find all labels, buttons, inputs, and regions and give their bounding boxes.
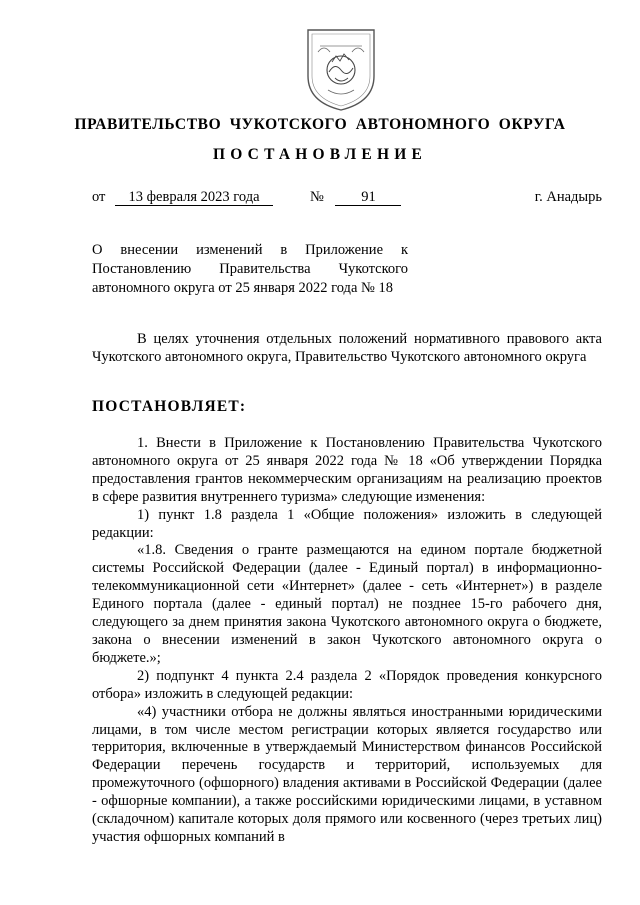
number-field [310, 189, 401, 206]
body-paragraph: 1. Внести в Приложение к Постановлению Правительства Чукотского автономного округа от 25 января 2022 года № 18 «Об утверждении Порядка предоставления грантов некоммерческим организациям на реализацию проектов в сфере развития внутреннего туризма» следующие изменения: [92, 435, 602, 505]
subject-line: автономного округа от 25 января 2022 года № 18 [92, 280, 393, 297]
organization-title: ПРАВИТЕЛЬСТВО ЧУКОТСКОГО АВТОНОМНОГО ОКРУГА [74, 116, 566, 133]
body-paragraph: 2) подпункт 4 пункта 2.4 раздела 2 «Порядок проведения конкурсного отбора» изложить в следующей редакции: [92, 667, 602, 702]
body-paragraph: «4) участники отбора не должны являться иностранными юридическими лицами, в том числе местом регистрации которых является государство или территория, включенные в утверждаемый Министерством финансов Российской Федерации перечень государств и территорий, используемых для промежуточного (офшорного) владения активами в Российской Федерации (далее - офшорные компании), а также российскими юридическими лицами, в уставном (складочном) капитале которых доля прямого или косвенного (через третьих лиц) участия офшорных компаний в [92, 703, 602, 845]
coat-of-arms-emblem [302, 26, 380, 112]
date-field [92, 189, 273, 206]
document-type-title: ПОСТАНОВЛЕНИЕ [212, 146, 428, 163]
body-paragraph: «1.8. Сведения о гранте размещаются на едином портале бюджетной системы Российской Федерации (далее - Единый портал) в информационно-телекоммуникационной сети «Интернет» (далее - сеть «Интернет») в разделе Единого портала (далее - единый портал) не позднее 15-го рабочего дня, следующего за днем принятия закона Чукотского автономного округа о бюджете, закона о внесении изменений в закон Чукотского автономного округа о бюджете.»; [92, 542, 602, 666]
document-subject [92, 241, 408, 299]
main-text [92, 435, 602, 847]
document-date: 13 февраля 2023 года [115, 190, 273, 206]
decree-heading: ПОСТАНОВЛЯЕТ: [92, 398, 247, 415]
from-label: от [92, 189, 106, 205]
preamble-paragraph: В целях уточнения отдельных положений нормативного правового акта Чукотского автономного округа, Правительство Чукотского автономного округа [92, 331, 602, 365]
document-number: 91 [335, 190, 401, 206]
number-label: № [310, 189, 324, 205]
subject-line: Постановлению Правительства Чукотского [92, 261, 408, 278]
body-paragraph: 1) пункт 1.8 раздела 1 «Общие положения» изложить в следующей редакции: [92, 506, 602, 541]
document-city: г. Анадырь [534, 189, 602, 205]
preamble-block [92, 331, 602, 367]
subject-line: О внесении изменений в Приложение к [92, 242, 408, 258]
